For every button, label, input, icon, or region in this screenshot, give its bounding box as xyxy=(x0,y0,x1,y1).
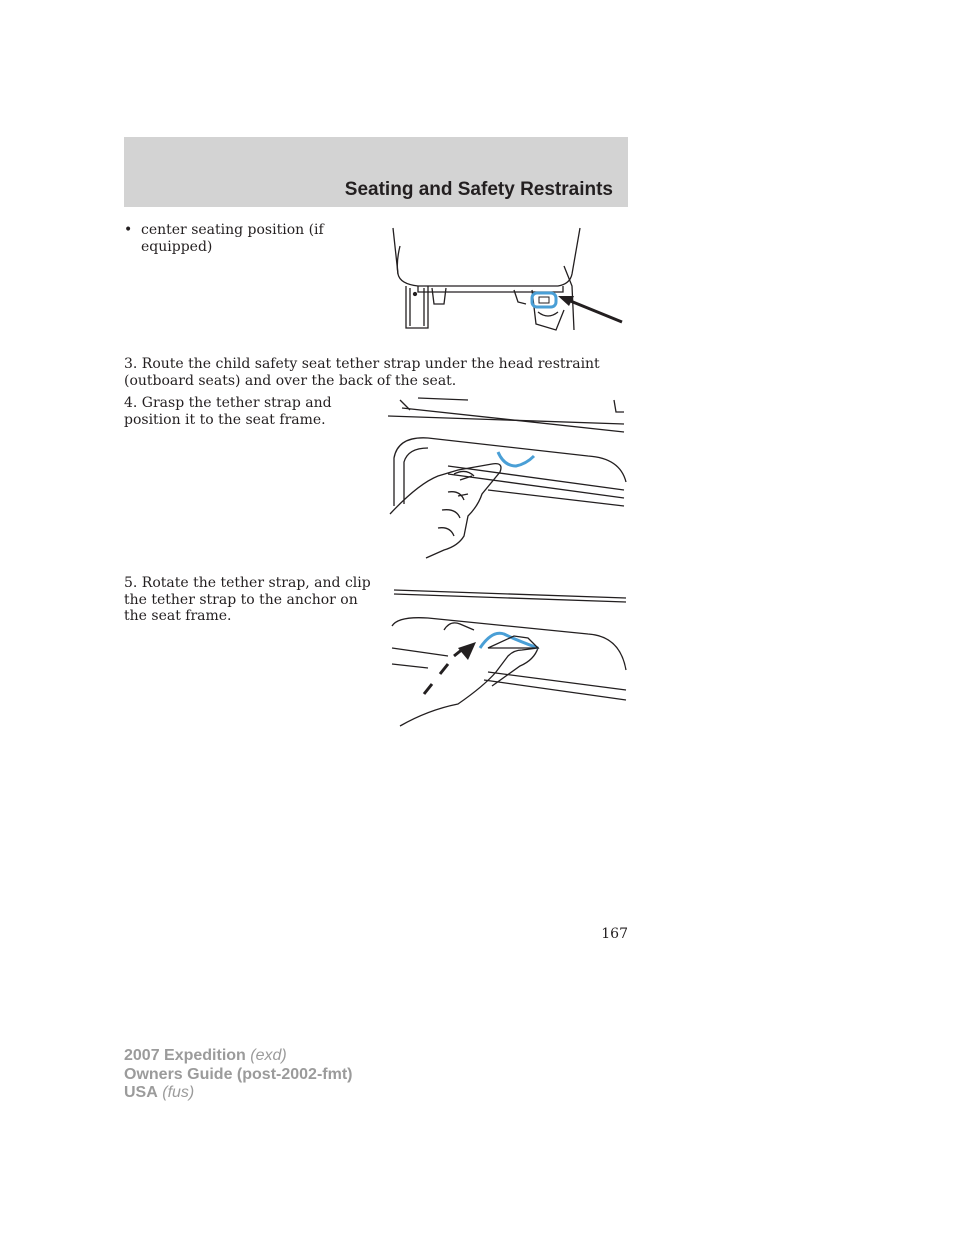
footer-line-2 xyxy=(124,1066,352,1085)
page-number: 167 xyxy=(601,926,628,942)
seat-anchor-illustration xyxy=(388,226,628,340)
clip-tether-illustration xyxy=(388,586,628,730)
section-header-band xyxy=(124,137,628,207)
step-3-text: 3. Route the child safety seat tether strap under the head restraint (outboard seats) and over the back of the seat. xyxy=(124,356,600,389)
footer-line-3 xyxy=(124,1084,352,1103)
bullet-text: center seating position (if equipped) xyxy=(141,222,324,255)
step-4-text: 4. Grasp the tether strap and position it to the seat frame. xyxy=(124,395,332,428)
footer-line-1 xyxy=(124,1047,352,1066)
footer-model: 2007 Expedition xyxy=(124,1047,246,1064)
grasp-tether-illustration xyxy=(388,396,628,562)
footer-guide-name: Owners Guide (post-2002-fmt) xyxy=(124,1065,353,1083)
footer-market: USA xyxy=(124,1084,158,1101)
step-5-text: 5. Rotate the tether strap, and clip the tether strap to the anchor on the seat frame. xyxy=(124,575,371,624)
section-title: Seating and Safety Restraints xyxy=(344,179,613,200)
bullet-list-item xyxy=(124,222,364,255)
document-footer xyxy=(124,1047,352,1103)
bullet-symbol: • xyxy=(124,222,133,238)
footer-market-code: (fus) xyxy=(162,1084,195,1101)
footer-model-code: (exd) xyxy=(250,1047,287,1064)
